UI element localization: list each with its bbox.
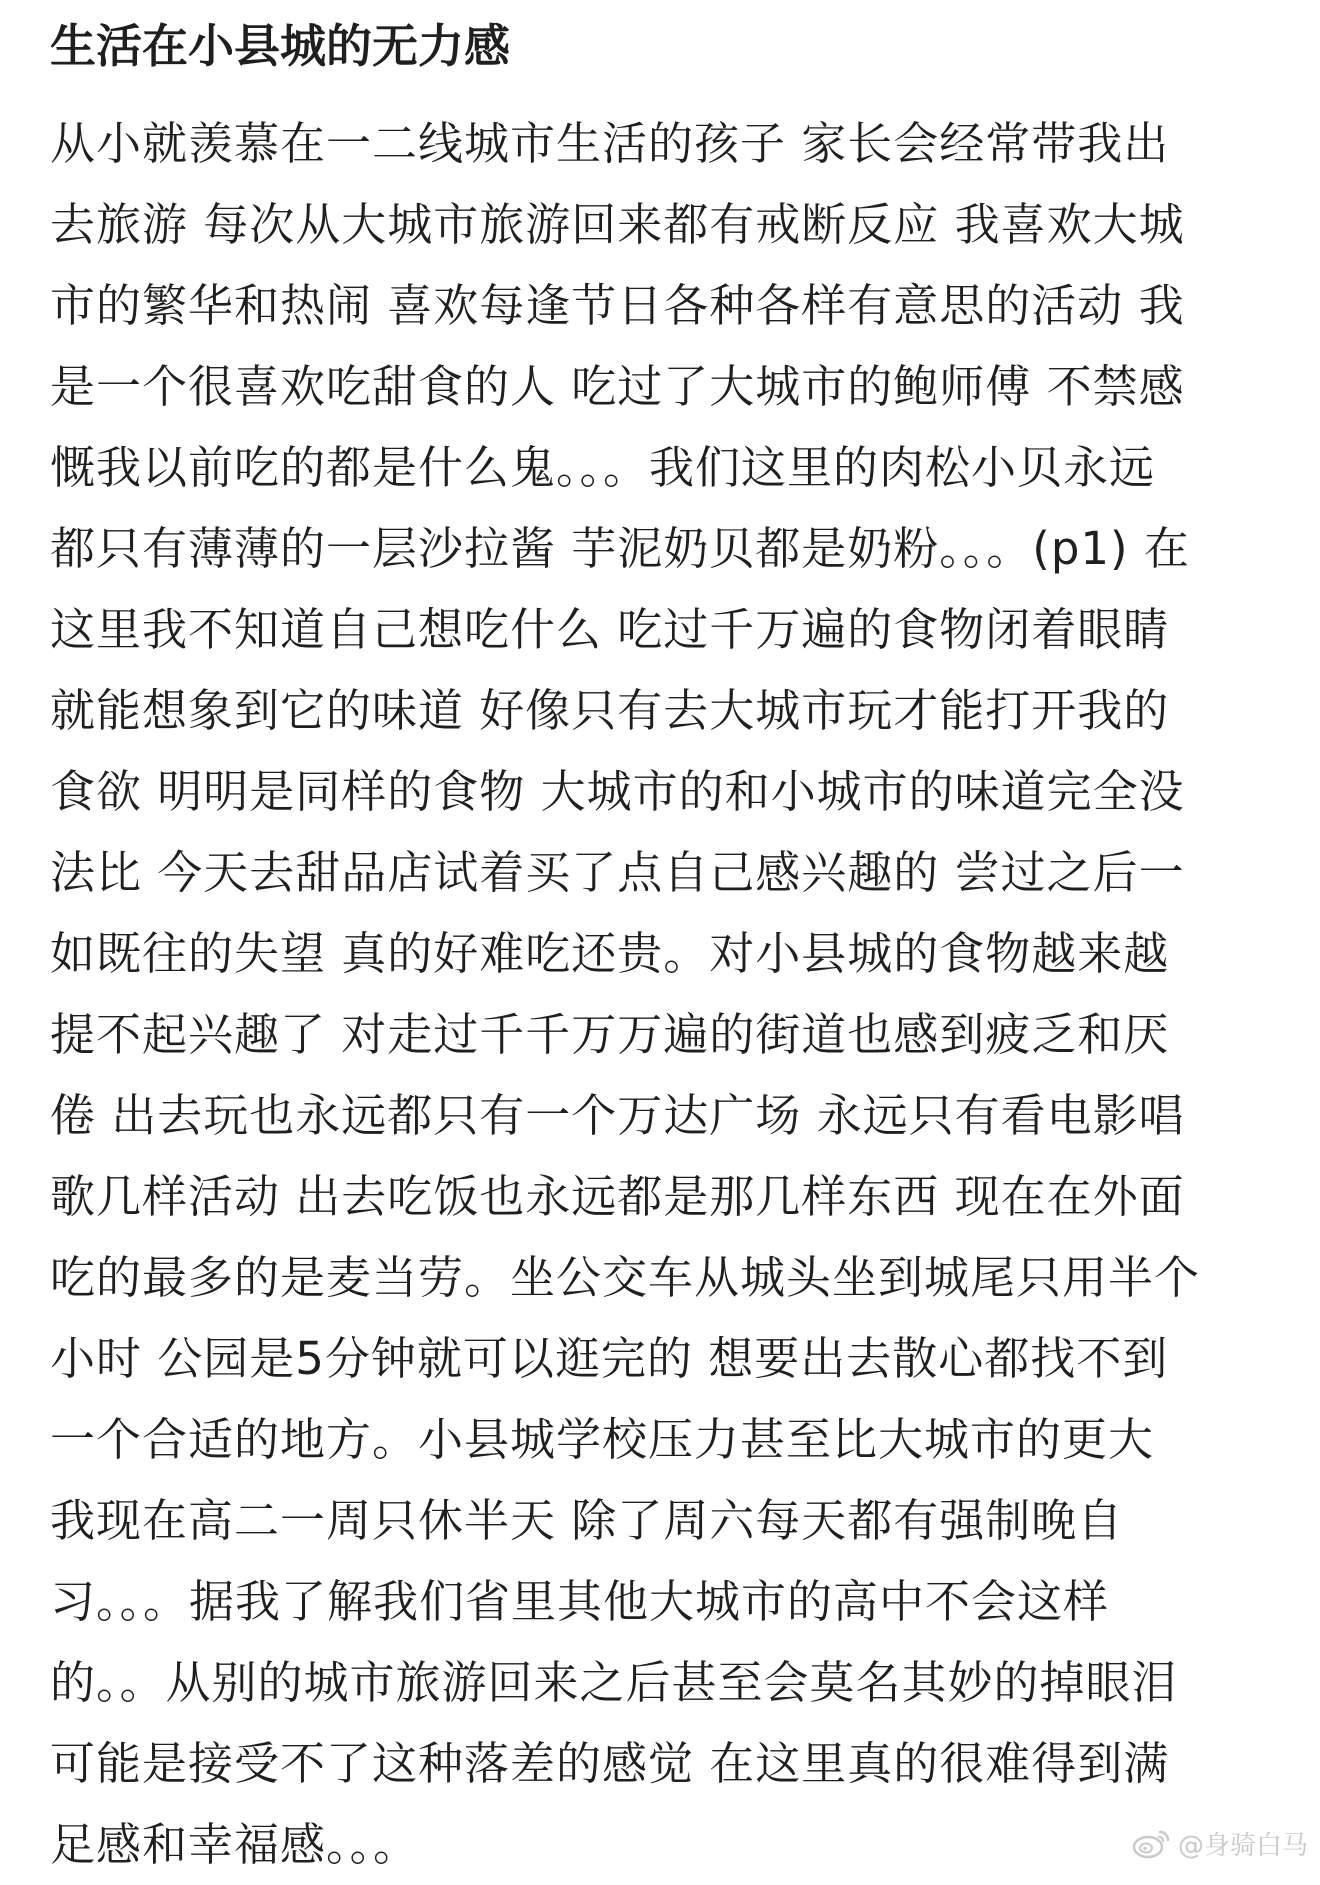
body-line: 足感和幸福感。。。	[50, 1818, 420, 1871]
post-body	[50, 103, 1280, 1885]
body-line: 是一个很喜欢吃甜食的人 吃过了大城市的鲍师傅 不禁感	[50, 360, 1185, 413]
body-line: 慨我以前吃的都是什么鬼。。。我们这里的肉松小贝永远	[50, 441, 1156, 494]
weibo-icon	[1132, 1826, 1172, 1860]
body-line: 这里我不知道自己想吃什么 吃过千万遍的食物闭着眼睛	[50, 603, 1170, 656]
body-line: 就能想象到它的味道 好像只有去大城市玩才能打开我的	[50, 684, 1170, 737]
watermark-text: @身骑白马	[1177, 1830, 1308, 1861]
body-line: 食欲 明明是同样的食物 大城市的和小城市的味道完全没	[50, 765, 1185, 818]
body-line: 市的繁华和热闹 喜欢每逢节日各种各样有意思的活动 我	[50, 279, 1185, 332]
body-line: 习。。。据我了解我们省里其他大城市的高中不会这样	[50, 1575, 1110, 1628]
body-line: 可能是接受不了这种落差的感觉 在这里真的很难得到满	[50, 1737, 1170, 1790]
watermark	[1132, 1823, 1308, 1863]
post-title: 生活在小县城的无力感	[50, 19, 510, 73]
body-line: 都只有薄薄的一层沙拉酱 芋泥奶贝都是奶粉。。。(p1) 在	[50, 522, 1190, 575]
body-line: 提不起兴趣了 对走过千千万万遍的街道也感到疲乏和厌	[50, 1008, 1170, 1061]
body-line: 法比 今天去甜品店试着买了点自己感兴趣的 尝过之后一	[50, 846, 1185, 899]
body-line: 从小就羡慕在一二线城市生活的孩子 家长会经常带我出	[50, 117, 1170, 170]
body-line: 一个合适的地方。小县城学校压力甚至比大城市的更大	[50, 1413, 1155, 1466]
body-line: 我现在高二一周只休半天 除了周六每天都有强制晚自	[50, 1494, 1124, 1547]
body-line: 小时 公园是5分钟就可以逛完的 想要出去散心都找不到	[50, 1332, 1169, 1385]
body-line: 去旅游 每次从大城市旅游回来都有戒断反应 我喜欢大城	[50, 198, 1185, 251]
body-line: 吃的最多的是麦当劳。坐公交车从城头坐到城尾只用半个	[50, 1251, 1201, 1304]
body-line: 倦 出去玩也永远都只有一个万达广场 永远只有看电影唱	[50, 1089, 1185, 1142]
body-line: 如既往的失望 真的好难吃还贵。对小县城的食物越来越	[50, 927, 1170, 980]
body-line: 歌几样活动 出去吃饭也永远都是那几样东西 现在在外面	[50, 1170, 1185, 1223]
body-line: 的。。从别的城市旅游回来之后甚至会莫名其妙的掉眼泪	[50, 1656, 1178, 1709]
